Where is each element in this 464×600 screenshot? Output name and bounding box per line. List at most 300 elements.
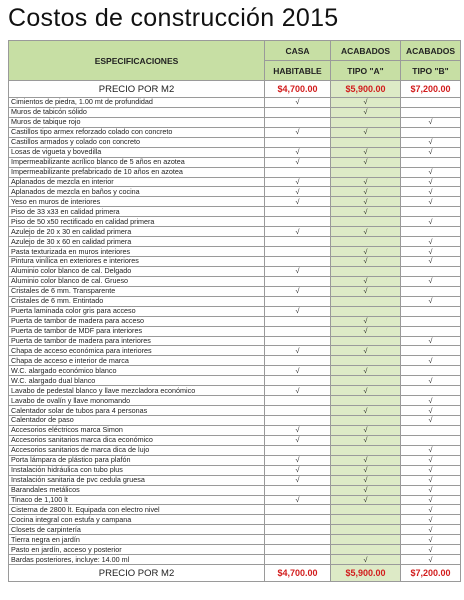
check-casa: [265, 416, 331, 426]
check-casa: [265, 147, 331, 157]
check-mark-icon: √: [428, 355, 433, 365]
check-casa: [265, 127, 331, 137]
check-a: [331, 475, 401, 485]
table-row: [9, 406, 461, 416]
spec-name: Aluminio color blanco de cal. Delgado: [9, 266, 265, 276]
check-a: [331, 316, 401, 326]
price-b: $7,200.00: [401, 81, 461, 98]
check-casa: [265, 376, 331, 386]
check-mark-icon: √: [428, 137, 433, 147]
check-a: [331, 465, 401, 475]
spec-name: Azulejo de 20 x 30 en calidad primera: [9, 227, 265, 237]
check-b: [401, 326, 461, 336]
spec-name: Yeso en muros de interiores: [9, 197, 265, 207]
check-casa: [265, 296, 331, 306]
check-a: [331, 386, 401, 396]
check-mark-icon: √: [363, 345, 368, 355]
check-b: [401, 445, 461, 455]
check-a: [331, 107, 401, 117]
check-mark-icon: √: [295, 385, 300, 395]
spec-name: Instalación sanitaria de pvc cedula gruesa: [9, 475, 265, 485]
table-row: [9, 336, 461, 346]
check-casa: [265, 98, 331, 108]
check-mark-icon: √: [295, 177, 300, 186]
table-row: [9, 127, 461, 137]
check-b: [401, 227, 461, 237]
price-casa: $4,700.00: [265, 565, 331, 582]
spec-name: Pasto en jardín, acceso y posterior: [9, 545, 265, 555]
check-b: [401, 376, 461, 386]
check-casa: [265, 425, 331, 435]
check-mark-icon: √: [363, 495, 368, 504]
check-b: [401, 117, 461, 127]
spec-name: Puerta de tambor de MDF para interiores: [9, 326, 265, 336]
table-row: [9, 376, 461, 386]
check-b: [401, 545, 461, 555]
check-mark-icon: √: [363, 485, 368, 495]
price-b: $7,200.00: [401, 565, 461, 582]
check-mark-icon: √: [295, 435, 300, 445]
page-title: Costos de construcción 2015: [8, 4, 339, 32]
check-mark-icon: √: [363, 365, 368, 375]
check-mark-icon: √: [363, 177, 368, 186]
check-mark-icon: √: [428, 246, 433, 256]
check-casa: [265, 445, 331, 455]
check-a: [331, 137, 401, 147]
check-b: [401, 177, 461, 187]
check-casa: [265, 336, 331, 346]
table-row: [9, 266, 461, 276]
check-b: [401, 98, 461, 108]
check-casa: [265, 346, 331, 356]
table-row: [9, 296, 461, 306]
spec-name: Losas de vigueta y bovedilla: [9, 147, 265, 157]
spec-name: Cimientos de piedra, 1.00 mt de profundidad: [9, 98, 265, 108]
table-row: [9, 366, 461, 376]
price-label: PRECIO POR M2: [9, 565, 265, 582]
spec-name: Cristales de 6 mm. Transparente: [9, 286, 265, 296]
check-b: [401, 247, 461, 257]
check-casa: [265, 505, 331, 515]
check-mark-icon: √: [363, 455, 368, 465]
check-a: [331, 257, 401, 267]
table-row: [9, 316, 461, 326]
check-casa: [265, 167, 331, 177]
check-mark-icon: √: [363, 206, 368, 216]
check-mark-icon: √: [363, 186, 368, 196]
check-a: [331, 346, 401, 356]
table-row: [9, 137, 461, 147]
check-mark-icon: √: [363, 157, 368, 167]
table-row: [9, 475, 461, 485]
check-mark-icon: √: [295, 495, 300, 504]
check-mark-icon: √: [428, 296, 433, 306]
check-b: [401, 217, 461, 227]
check-b: [401, 416, 461, 426]
check-mark-icon: √: [295, 186, 300, 196]
table-row: [9, 386, 461, 396]
spec-name: Pintura vinílica en exteriores e interiores: [9, 257, 265, 267]
price-casa: $4,700.00: [265, 81, 331, 98]
check-casa: [265, 545, 331, 555]
check-a: [331, 406, 401, 416]
check-mark-icon: √: [428, 196, 433, 206]
check-b: [401, 425, 461, 435]
check-b: [401, 286, 461, 296]
check-mark-icon: √: [428, 216, 433, 226]
check-b: [401, 257, 461, 267]
check-a: [331, 455, 401, 465]
check-mark-icon: √: [295, 425, 300, 435]
spec-name: W.C. alargado económico blanco: [9, 366, 265, 376]
check-a: [331, 485, 401, 495]
check-casa: [265, 107, 331, 117]
table-row: [9, 555, 461, 565]
check-mark-icon: √: [428, 236, 433, 246]
check-b: [401, 306, 461, 316]
check-casa: [265, 455, 331, 465]
check-a: [331, 197, 401, 207]
check-casa: [265, 227, 331, 237]
check-a: [331, 237, 401, 247]
check-a: [331, 445, 401, 455]
price-row-bottom: [9, 565, 461, 582]
check-mark-icon: √: [428, 256, 433, 266]
check-casa: [265, 475, 331, 485]
check-mark-icon: √: [428, 475, 433, 485]
check-mark-icon: √: [428, 147, 433, 157]
check-b: [401, 455, 461, 465]
check-mark-icon: √: [363, 326, 368, 336]
check-a: [331, 396, 401, 406]
table-row: [9, 435, 461, 445]
check-b: [401, 266, 461, 276]
spec-name: Accesorios sanitarios de marca dica de lujo: [9, 445, 265, 455]
table-row: [9, 157, 461, 167]
table-row: [9, 445, 461, 455]
table-row: [9, 396, 461, 406]
check-b: [401, 107, 461, 117]
check-casa: [265, 197, 331, 207]
check-casa: [265, 257, 331, 267]
table-row: [9, 495, 461, 505]
check-mark-icon: √: [295, 97, 300, 107]
spec-name: Closets de carpintería: [9, 525, 265, 535]
check-b: [401, 386, 461, 396]
check-b: [401, 127, 461, 137]
check-a: [331, 336, 401, 346]
spec-name: Calentador de paso: [9, 416, 265, 426]
spec-name: Aplanados de mezcla en baños y cocina: [9, 187, 265, 197]
check-mark-icon: √: [295, 345, 300, 355]
check-mark-icon: √: [295, 455, 300, 465]
check-mark-icon: √: [295, 365, 300, 375]
table-row: [9, 326, 461, 336]
check-a: [331, 167, 401, 177]
check-b: [401, 555, 461, 565]
check-b: [401, 495, 461, 505]
spec-name: Chapa de acceso económica para interiores: [9, 346, 265, 356]
spec-name: Barandales metálicos: [9, 485, 265, 495]
check-b: [401, 276, 461, 286]
check-mark-icon: √: [428, 445, 433, 455]
check-a: [331, 495, 401, 505]
spec-name: Chapa de acceso e interior de marca: [9, 356, 265, 366]
table-row: [9, 117, 461, 127]
check-casa: [265, 177, 331, 187]
check-mark-icon: √: [428, 504, 433, 514]
check-casa: [265, 525, 331, 535]
spec-name: Aluminio color blanco de cal. Grueso: [9, 276, 265, 286]
check-a: [331, 147, 401, 157]
check-a: [331, 376, 401, 386]
table-row: [9, 425, 461, 435]
check-mark-icon: √: [428, 465, 433, 475]
check-mark-icon: √: [295, 286, 300, 296]
header-a-line1: ACABADOS: [331, 41, 401, 61]
check-mark-icon: √: [363, 196, 368, 206]
check-mark-icon: √: [428, 534, 433, 544]
check-casa: [265, 555, 331, 565]
check-b: [401, 475, 461, 485]
check-casa: [265, 495, 331, 505]
check-mark-icon: √: [363, 147, 368, 157]
spec-name: Muros de tabique rojo: [9, 117, 265, 127]
spec-name: Impermeabilizante prefabricado de 10 años en azotea: [9, 167, 265, 177]
check-mark-icon: √: [295, 226, 300, 236]
spec-name: Puerta de tambor de madera para acceso: [9, 316, 265, 326]
check-b: [401, 535, 461, 545]
check-mark-icon: √: [363, 554, 368, 564]
check-b: [401, 197, 461, 207]
check-mark-icon: √: [363, 286, 368, 296]
check-casa: [265, 217, 331, 227]
check-b: [401, 157, 461, 167]
header-b-line2: TIPO "B": [401, 61, 461, 81]
table-row: [9, 98, 461, 108]
table-row: [9, 107, 461, 117]
check-casa: [265, 286, 331, 296]
check-casa: [265, 366, 331, 376]
check-mark-icon: √: [363, 435, 368, 445]
check-b: [401, 207, 461, 217]
check-casa: [265, 515, 331, 525]
check-a: [331, 326, 401, 336]
header-casa-line2: HABITABLE: [265, 61, 331, 81]
spec-name: Puerta de tambor de madera para interiores: [9, 336, 265, 346]
check-b: [401, 465, 461, 475]
spec-name: Impermeabilizante acrílico blanco de 5 años en azotea: [9, 157, 265, 167]
price-a: $5,900.00: [331, 565, 401, 582]
check-a: [331, 435, 401, 445]
check-casa: [265, 157, 331, 167]
check-mark-icon: √: [295, 147, 300, 157]
check-casa: [265, 276, 331, 286]
spec-name: Porta lámpara de plástico para plafón: [9, 455, 265, 465]
check-mark-icon: √: [428, 336, 433, 345]
spec-name: Piso de 33 x33 en calidad primera: [9, 207, 265, 217]
check-mark-icon: √: [363, 276, 368, 286]
spec-name: Calentador solar de tubos para 4 personas: [9, 406, 265, 416]
check-a: [331, 525, 401, 535]
check-mark-icon: √: [363, 465, 368, 475]
check-mark-icon: √: [428, 524, 433, 534]
table-row: [9, 416, 461, 426]
check-a: [331, 98, 401, 108]
check-b: [401, 396, 461, 406]
check-mark-icon: √: [363, 316, 368, 326]
table-row: [9, 187, 461, 197]
check-b: [401, 336, 461, 346]
check-a: [331, 515, 401, 525]
spec-name: Pasta texturizada en muros interiores: [9, 247, 265, 257]
check-casa: [265, 535, 331, 545]
check-b: [401, 346, 461, 356]
check-a: [331, 416, 401, 426]
check-mark-icon: √: [363, 425, 368, 435]
check-a: [331, 366, 401, 376]
spec-name: Lavabo de ovalín y llave monomando: [9, 396, 265, 406]
check-casa: [265, 207, 331, 217]
table-row: [9, 545, 461, 555]
check-mark-icon: √: [363, 405, 368, 415]
header-specifications: ESPECIFICACIONES: [9, 41, 265, 81]
check-mark-icon: √: [295, 157, 300, 167]
check-b: [401, 187, 461, 197]
check-mark-icon: √: [428, 375, 433, 385]
check-mark-icon: √: [428, 455, 433, 465]
spec-name: Piso de 50 x50 rectificado en calidad primera: [9, 217, 265, 227]
check-mark-icon: √: [428, 177, 433, 186]
check-mark-icon: √: [428, 415, 433, 425]
price-row-top: [9, 81, 461, 98]
spec-name: W.C. alargado dual blanco: [9, 376, 265, 386]
check-mark-icon: √: [363, 127, 368, 137]
check-casa: [265, 237, 331, 247]
table-row: [9, 356, 461, 366]
table-row: [9, 167, 461, 177]
check-a: [331, 217, 401, 227]
check-casa: [265, 266, 331, 276]
check-mark-icon: √: [428, 395, 433, 405]
table-row: [9, 207, 461, 217]
table-row: [9, 525, 461, 535]
spec-name: Instalación hidráulica con tubo plus: [9, 465, 265, 475]
check-mark-icon: √: [295, 127, 300, 137]
check-a: [331, 227, 401, 237]
check-a: [331, 187, 401, 197]
spec-name: Bardas posteriores, incluye: 14.00 ml: [9, 555, 265, 565]
check-casa: [265, 306, 331, 316]
table-row: [9, 515, 461, 525]
check-mark-icon: √: [363, 226, 368, 236]
spec-name: Accesorios eléctricos marca Simon: [9, 425, 265, 435]
price-label: PRECIO POR M2: [9, 81, 265, 98]
check-mark-icon: √: [295, 475, 300, 485]
check-casa: [265, 137, 331, 147]
check-mark-icon: √: [295, 196, 300, 206]
table-row: [9, 346, 461, 356]
spec-name: Aplanados de mezcla en interior: [9, 177, 265, 187]
check-a: [331, 266, 401, 276]
check-mark-icon: √: [363, 256, 368, 266]
check-casa: [265, 435, 331, 445]
check-b: [401, 296, 461, 306]
spec-name: Castillos tipo armex reforzado colado con concreto: [9, 127, 265, 137]
check-mark-icon: √: [428, 186, 433, 196]
check-casa: [265, 465, 331, 475]
header-b-line1: ACABADOS: [401, 41, 461, 61]
check-casa: [265, 316, 331, 326]
check-casa: [265, 485, 331, 495]
table-row: [9, 237, 461, 247]
cost-table: [8, 40, 461, 582]
check-mark-icon: √: [428, 276, 433, 286]
check-b: [401, 505, 461, 515]
check-b: [401, 485, 461, 495]
check-a: [331, 207, 401, 217]
spec-name: Castillos armados y colado con concreto: [9, 137, 265, 147]
check-b: [401, 167, 461, 177]
check-casa: [265, 247, 331, 257]
table-row: [9, 147, 461, 157]
check-a: [331, 505, 401, 515]
check-a: [331, 276, 401, 286]
check-a: [331, 555, 401, 565]
check-a: [331, 177, 401, 187]
spec-name: Puerta laminada color gris para acceso: [9, 306, 265, 316]
spec-name: Tinaco de 1,100 lt: [9, 495, 265, 505]
spec-name: Lavabo de pedestal blanco y llave mezcladora económico: [9, 386, 265, 396]
table-row: [9, 465, 461, 475]
check-b: [401, 356, 461, 366]
table-row: [9, 535, 461, 545]
table-row: [9, 505, 461, 515]
check-mark-icon: √: [295, 306, 300, 316]
check-mark-icon: √: [363, 107, 368, 117]
check-mark-icon: √: [363, 246, 368, 256]
check-casa: [265, 326, 331, 336]
header-casa-line1: CASA: [265, 41, 331, 61]
check-mark-icon: √: [428, 117, 433, 127]
check-b: [401, 435, 461, 445]
spec-name: Cocina integral con estufa y campana: [9, 515, 265, 525]
check-mark-icon: √: [295, 266, 300, 276]
price-a: $5,900.00: [331, 81, 401, 98]
check-b: [401, 406, 461, 416]
table-row: [9, 485, 461, 495]
table-row: [9, 286, 461, 296]
check-a: [331, 535, 401, 545]
spec-name: Cisterna de 2800 lt. Equipada con electro nivel: [9, 505, 265, 515]
header-a-line2: TIPO "A": [331, 61, 401, 81]
check-mark-icon: √: [428, 514, 433, 524]
table-row: [9, 306, 461, 316]
check-casa: [265, 356, 331, 366]
check-casa: [265, 187, 331, 197]
check-b: [401, 316, 461, 326]
check-a: [331, 117, 401, 127]
check-b: [401, 237, 461, 247]
check-mark-icon: √: [295, 465, 300, 475]
check-a: [331, 157, 401, 167]
check-mark-icon: √: [428, 485, 433, 495]
check-mark-icon: √: [363, 385, 368, 395]
check-mark-icon: √: [428, 405, 433, 415]
check-b: [401, 366, 461, 376]
table-row: [9, 247, 461, 257]
table-row: [9, 276, 461, 286]
